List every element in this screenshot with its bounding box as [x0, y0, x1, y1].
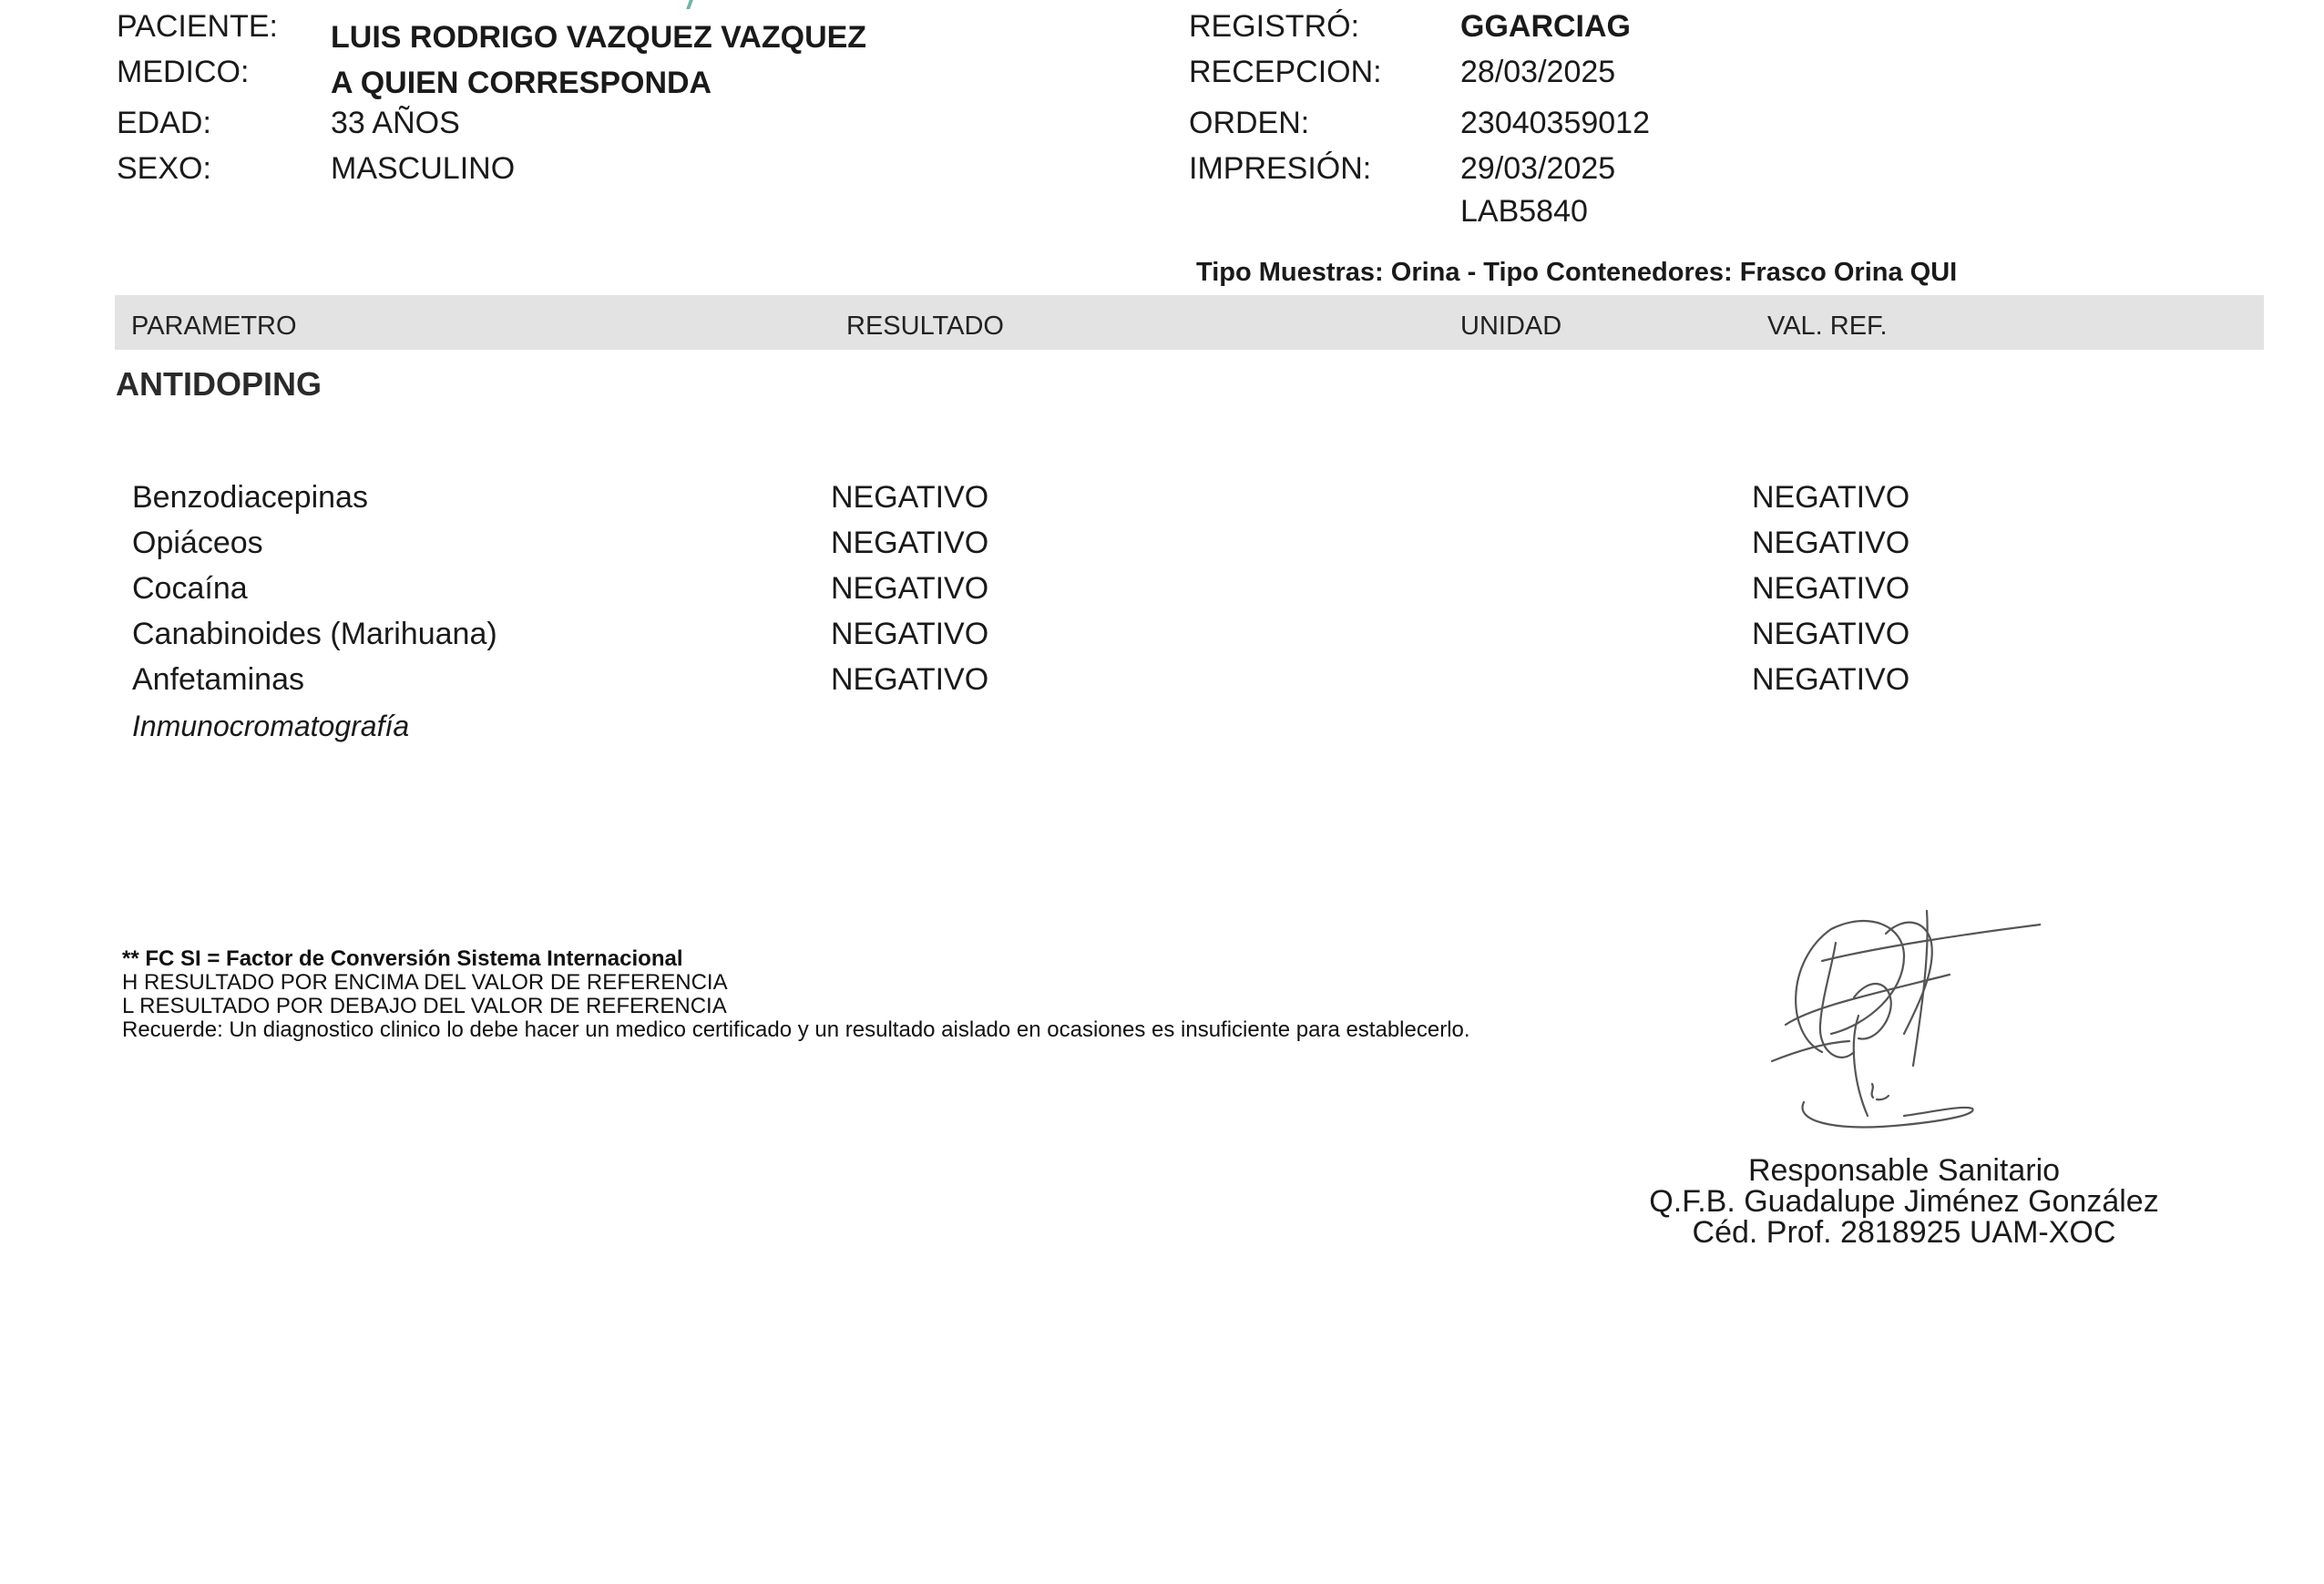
result-resultado: NEGATIVO — [831, 662, 989, 697]
result-parametro: Anfetaminas — [132, 662, 304, 697]
result-parametro: Opiáceos — [132, 526, 263, 560]
result-resultado: NEGATIVO — [831, 526, 989, 560]
results-table-header — [115, 295, 2264, 350]
edad-value: 33 AÑOS — [331, 106, 460, 140]
result-val-ref: NEGATIVO — [1752, 480, 1910, 515]
result-val-ref: NEGATIVO — [1752, 571, 1910, 606]
footnotes — [122, 947, 1470, 1042]
registro-label: REGISTRÓ: — [1189, 9, 1360, 44]
result-val-ref: NEGATIVO — [1752, 617, 1910, 651]
medico-value: A QUIEN CORRESPONDA — [331, 66, 712, 100]
section-title: ANTIDOPING — [116, 365, 322, 403]
result-val-ref: NEGATIVO — [1752, 526, 1910, 560]
handwritten-signature — [1767, 906, 2041, 1134]
impresion-label: IMPRESIÓN: — [1189, 151, 1372, 186]
edad-label: EDAD: — [117, 106, 211, 140]
paciente-label: PACIENTE: — [117, 9, 278, 44]
result-resultado: NEGATIVO — [831, 480, 989, 515]
responsible-title: Responsable Sanitario — [1747, 1153, 2061, 1188]
medico-label: MEDICO: — [117, 55, 250, 89]
recepcion-value: 28/03/2025 — [1460, 55, 1616, 89]
sample-info: Tipo Muestras: Orina - Tipo Contenedores: Frasco Orina QUI — [1196, 258, 1958, 287]
paciente-value: LUIS RODRIGO VAZQUEZ VAZQUEZ — [331, 20, 867, 55]
header-resultado: RESULTADO — [846, 312, 1004, 341]
header-val-ref: VAL. REF. — [1767, 312, 1888, 341]
impresion-value: 29/03/2025 — [1460, 151, 1616, 186]
result-parametro: Benzodiacepinas — [132, 480, 368, 515]
sexo-value: MASCULINO — [331, 151, 516, 186]
sexo-label: SEXO: — [117, 151, 211, 186]
header-unidad: UNIDAD — [1460, 312, 1562, 341]
footnote-line: H RESULTADO POR ENCIMA DEL VALOR DE REFERENCIA — [122, 970, 728, 995]
footnote-line: ** FC SI = Factor de Conversión Sistema Internacional — [122, 946, 683, 971]
orden-value: 23040359012 — [1460, 106, 1651, 140]
result-resultado: NEGATIVO — [831, 617, 989, 651]
result-parametro: Cocaína — [132, 571, 248, 606]
footnote-line: L RESULTADO POR DEBAJO DEL VALOR DE REFERENCIA — [122, 994, 727, 1018]
responsible-license: Céd. Prof. 2818925 UAM-XOC — [1692, 1215, 2116, 1250]
result-val-ref: NEGATIVO — [1752, 662, 1910, 697]
logo-fragment — [686, 0, 693, 9]
header-parametro: PARAMETRO — [131, 312, 297, 341]
registro-value: GGARCIAG — [1460, 9, 1631, 44]
responsible-name: Q.F.B. Guadalupe Jiménez González — [1649, 1184, 2159, 1219]
recepcion-label: RECEPCION: — [1189, 55, 1382, 89]
result-parametro: Canabinoides (Marihuana) — [132, 617, 497, 651]
method-note: Inmunocromatografía — [132, 710, 410, 742]
footnote-line: Recuerde: Un diagnostico clinico lo debe hacer un medico certificado y un resultado aislado en ocasiones es insuficiente para establecerlo. — [122, 1017, 1470, 1042]
orden-label: ORDEN: — [1189, 106, 1310, 140]
lab-code: LAB5840 — [1460, 194, 1588, 229]
responsible-block — [1549, 1155, 2259, 1248]
result-resultado: NEGATIVO — [831, 571, 989, 606]
